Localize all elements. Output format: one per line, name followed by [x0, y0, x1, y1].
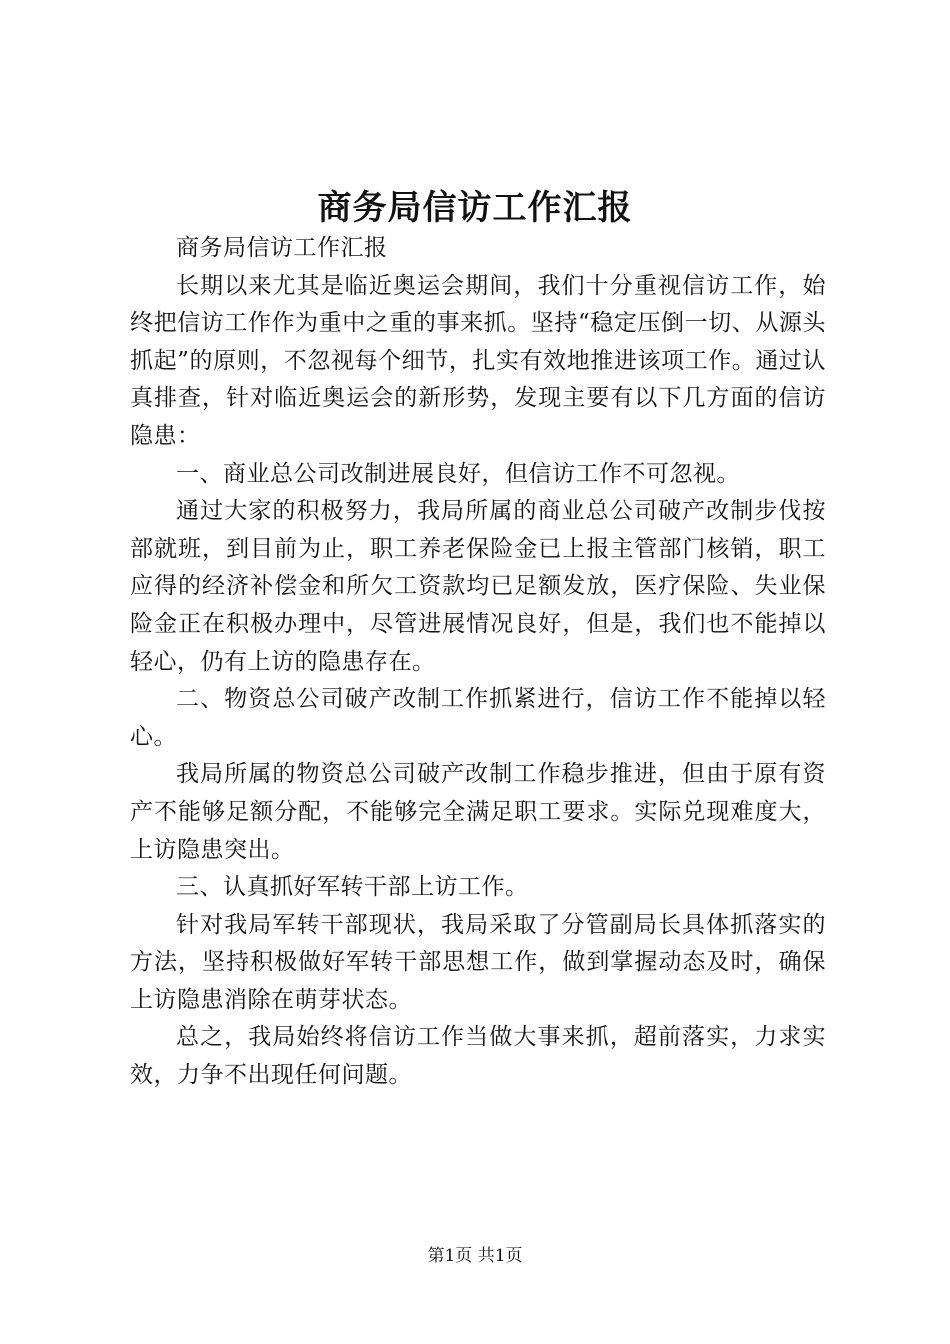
section-heading-2: 二、物资总公司破产改制工作抓紧进行，信访工作不能掉以轻心。	[130, 686, 826, 750]
conclusion-paragraph: 总之，我局始终将信访工作当做大事来抓，超前落实，力求实效，力争不出现任何问题。	[130, 1024, 826, 1089]
page-number-footer: 第1页 共1页	[427, 1246, 523, 1266]
section-body-2: 我局所属的物资总公司破产改制工作稳步推进，但由于原有资产不能够足额分配，不能够完全满足职工要求。实际兑现难度大，上访隐患突出。	[130, 761, 826, 863]
section-heading-3: 三、认真抓好军转干部上访工作。	[176, 874, 529, 901]
section-heading-1: 一、商业总公司改制进展良好，但信访工作不可忽视。	[176, 460, 740, 487]
intro-paragraph: 长期以来尤其是临近奥运会期间，我们十分重视信访工作，始终把信访工作作为重中之重的事来抓。坚持“稳定压倒一切、从源头抓起”的原则，不忽视每个细节，扎实有效地推进该项工作。通过认真排查，针对临近奥运会的新形势，发现主要有以下几方面的信访隐患：	[130, 272, 826, 449]
subtitle-paragraph: 商务局信访工作汇报	[176, 235, 388, 261]
section-body-1: 通过大家的积极努力，我局所属的商业总公司破产改制步伐按部就班，到目前为止，职工养老保险金已上报主管部门核销，职工应得的经济补偿金和所欠工资款均已足额发放，医疗保险、失业保险金正在积极办理中，尽管进展情况良好，但是，我们也不能掉以轻心，仍有上访的隐患存在。	[130, 498, 826, 675]
section-body-3: 针对我局军转干部现状，我局采取了分管副局长具体抓落实的方法，坚持积极做好军转干部思想工作，做到掌握动态及时，确保上访隐患消除在萌芽状态。	[130, 911, 826, 1013]
document-body	[130, 230, 826, 1095]
document-title: 商务局信访工作汇报	[317, 188, 633, 228]
